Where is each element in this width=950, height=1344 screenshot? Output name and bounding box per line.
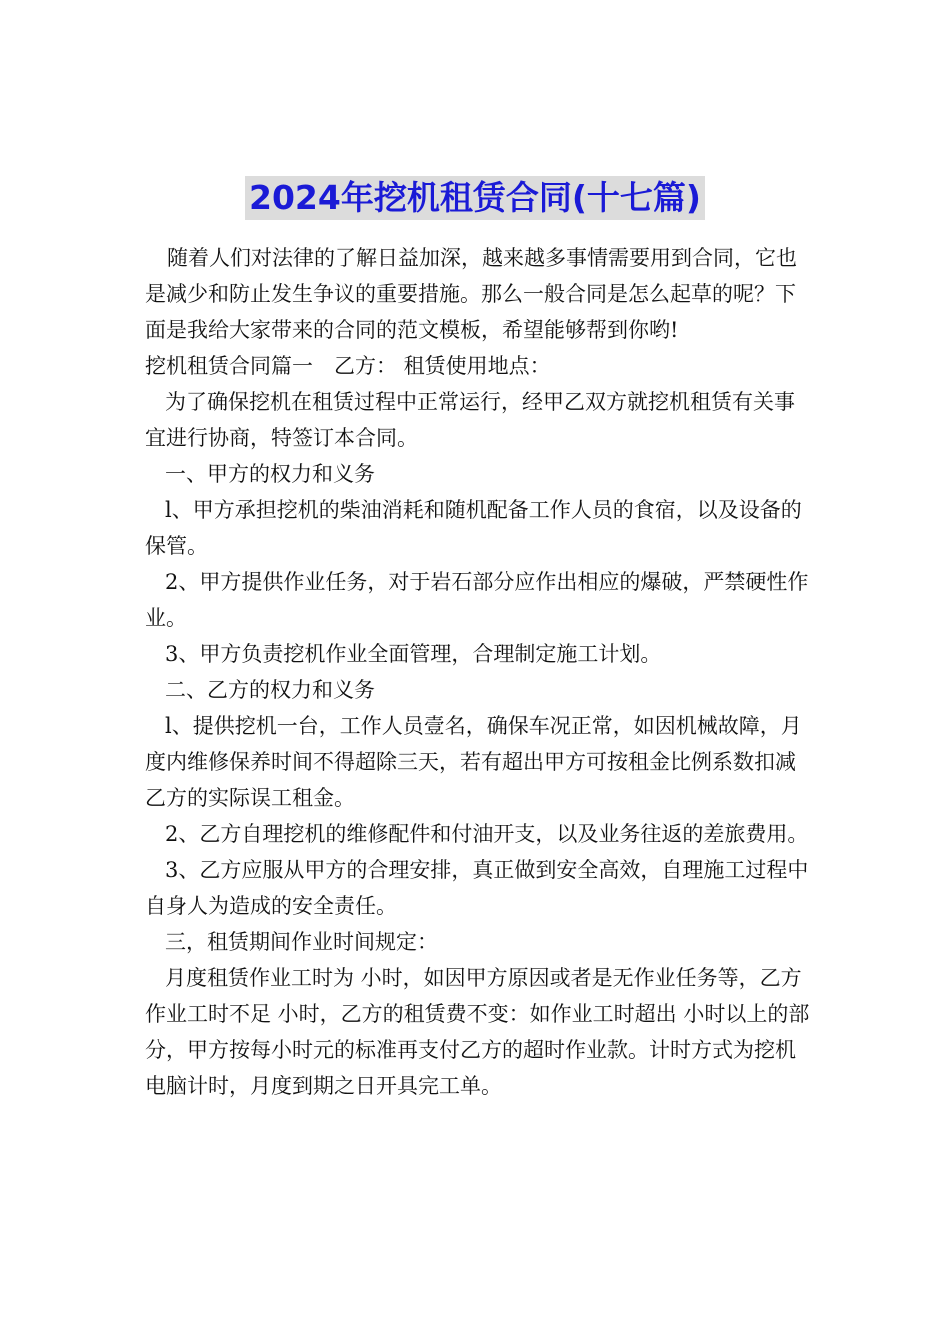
clause-work-hours: 月度租赁作业工时为 小时，如因甲方原因或者是无作业任务等，乙方作业工时不足 小时，乙方的租赁费不变：如作业工时超出 小时以上的部分，甲方按每小时元的标准再支付乙方的超时作业款。计时方式为挖机电脑计时，月度到期之日开具完工单。 [145,966,810,1098]
paragraph-heading-part1: 挖机租赁合同篇一 乙方： 租赁使用地点： [145,354,551,378]
paragraph-purpose: 为了确保挖机在租赁过程中正常运行，经甲乙双方就挖机租赁有关事宜进行协商，特签订本合同。 [145,390,795,450]
clause-b-3: 3、乙方应服从甲方的合理安排，真正做到安全高效，自理施工过程中自身人为造成的安全责任。 [145,858,809,918]
document-body [145,240,810,1104]
clause-b-1: l、提供挖机一台，工作人员壹名，确保车况正常，如因机械故障，月度内维修保养时间不得超除三天，若有超出甲方可按租金比例系数扣减乙方的实际误工租金。 [145,714,802,810]
section-heading-party-b: 二、乙方的权力和义务 [165,678,375,702]
section-heading-work-hours: 三，租赁期间作业时间规定： [165,930,438,954]
clause-b-2: 2、乙方自理挖机的维修配件和付油开支，以及业务往返的差旅费用。 [165,822,809,846]
clause-a-3: 3、甲方负责挖机作业全面管理，合理制定施工计划。 [165,642,662,666]
title-wrap [0,176,950,220]
document-title: 2024年挖机租赁合同(十七篇) [245,176,705,220]
clause-a-1: l、甲方承担挖机的柴油消耗和随机配备工作人员的食宿，以及设备的保管。 [145,498,802,558]
clause-a-2: 2、甲方提供作业任务，对于岩石部分应作出相应的爆破，严禁硬性作业。 [145,570,809,630]
section-heading-party-a: 一、甲方的权力和义务 [165,462,375,486]
paragraph-intro: 随着人们对法律的了解日益加深，越来越多事情需要用到合同，它也是减少和防止发生争议的重要措施。那么一般合同是怎么起草的呢？下面是我给大家带来的合同的范文模板，希望能够帮到你哟! [145,246,797,342]
